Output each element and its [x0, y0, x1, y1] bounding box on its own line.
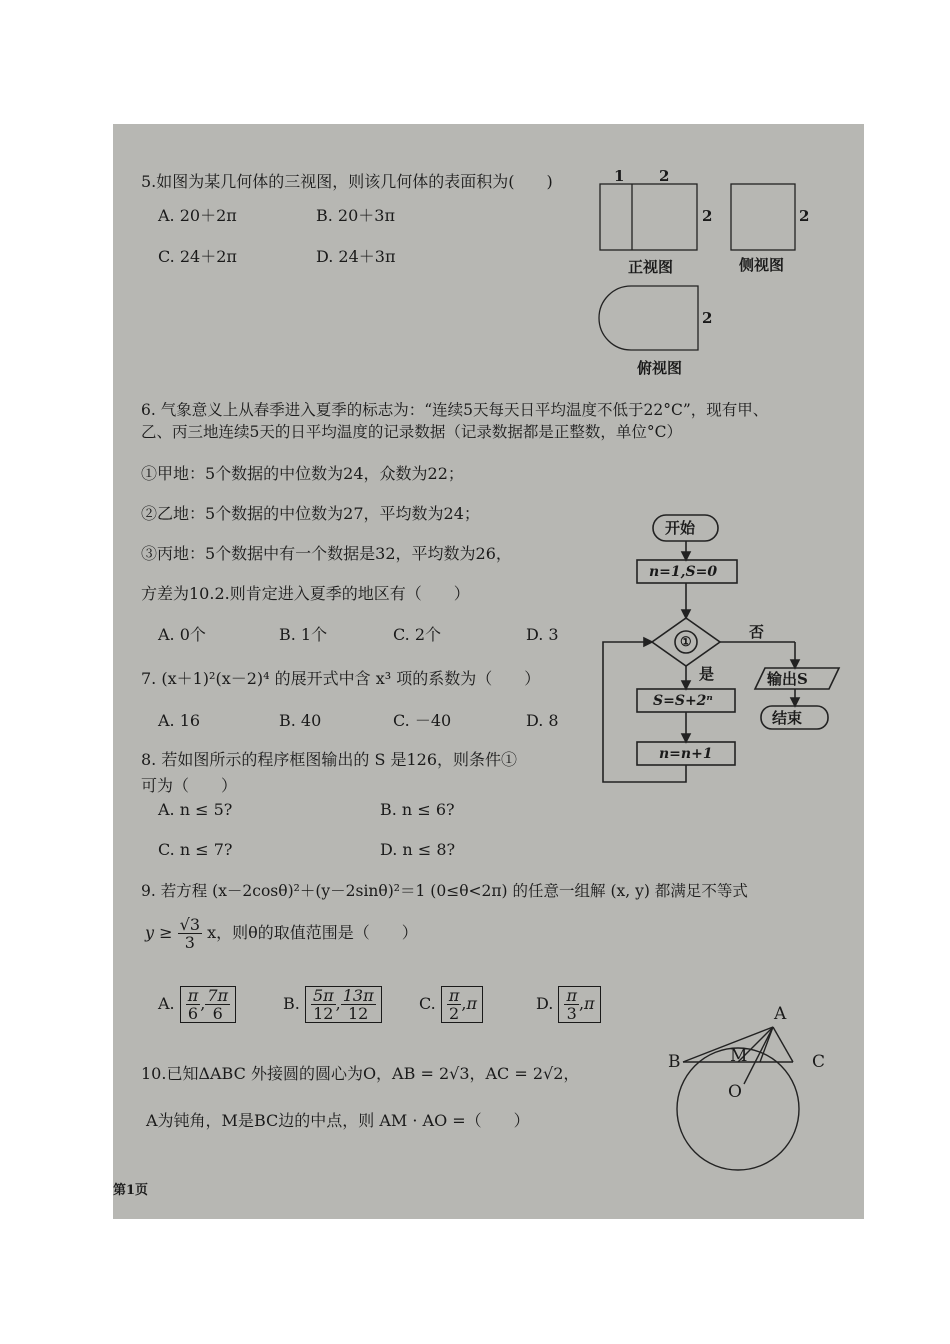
q9-b-label: B. — [283, 994, 300, 1013]
q9-ineq-right: x，则θ的取值范围是（ ） — [207, 923, 418, 942]
q5-option-d: D. 24＋3π — [316, 247, 396, 266]
q6-option-a: A. 0个 — [158, 625, 206, 644]
q6-item2: ②乙地：5个数据的中位数为27，平均数为24； — [141, 504, 480, 523]
flow-step2-label: n=n+1 — [659, 746, 713, 762]
q9-a-label: A. — [158, 994, 175, 1013]
flow-no-label: 否 — [749, 623, 765, 641]
dim-label-front-height: 2 — [702, 207, 713, 225]
q9-c-label: C. — [419, 994, 436, 1013]
front-view-rect — [600, 184, 697, 250]
q6-option-b: B. 1个 — [279, 625, 328, 644]
top-view-label: 俯视图 — [637, 359, 683, 377]
segment-ab — [683, 1027, 773, 1062]
dim-label-top-height: 2 — [702, 309, 713, 327]
q8-option-b: B. n ≤ 6? — [380, 800, 455, 819]
q6-item3: ③丙地：5个数据中有一个数据是32，平均数为26， — [141, 544, 512, 563]
flow-cond-label: ① — [680, 635, 692, 650]
page-footer: 第1页 — [113, 1183, 149, 1198]
q9-ineq-den: 3 — [184, 933, 195, 952]
q9-a-r-num: 7π — [207, 986, 229, 1005]
dim-label-1: 1 — [614, 167, 625, 185]
q9-b-r-num: 13π — [342, 986, 374, 1005]
q9-b-l-den: 12 — [313, 1004, 334, 1023]
front-view-label: 正视图 — [628, 258, 674, 276]
q9-option-c: C. $\frac{\pi}{2}$ ,π — [419, 986, 483, 1023]
q9-a-l-num: π — [187, 986, 199, 1005]
q5-option-b: B. 20＋3π — [316, 206, 395, 225]
q10-line1: 10.已知ΔABC 外接圆的圆心为O，AB = 2√3，AC = 2√2， — [141, 1064, 580, 1083]
dim-label-side-height: 2 — [799, 207, 810, 225]
q5-option-a: A. 20＋2π — [158, 206, 237, 225]
dim-label-2: 2 — [659, 167, 670, 185]
q9-c-r: π — [466, 994, 477, 1013]
q7-stem: 7. (x＋1)²(x－2)⁴ 的展开式中含 x³ 项的系数为（ ） — [141, 669, 541, 688]
q9-ineq-num: √3 — [179, 915, 200, 934]
q9-ineq-fraction — [178, 916, 202, 951]
q9-c-l-num: π — [448, 986, 460, 1005]
side-view-rect — [731, 184, 795, 250]
q9-inequality — [145, 916, 418, 951]
q9-d-r: π — [584, 994, 595, 1013]
q7-option-d: D. 8 — [526, 711, 559, 730]
q6-item1: ①甲地：5个数据的中位数为24，众数为22； — [141, 464, 464, 483]
q8-option-a: A. n ≤ 5? — [158, 800, 233, 819]
q9-line1: 9. 若方程 (x－2cosθ)²＋(y－2sinθ)²＝1 (0≤θ<2π) 的任意一组解 (x, y) 都满足不等式 — [141, 882, 748, 900]
q9-ineq-left: y ≥ — [145, 923, 173, 942]
flow-yes-label: 是 — [699, 665, 715, 683]
q6-line6: 方差为10.2.则肯定进入夏季的地区有（ ） — [141, 584, 470, 603]
q7-option-a: A. 16 — [158, 711, 201, 730]
circumcircle — [677, 1048, 799, 1170]
exam-page — [113, 124, 864, 1219]
q8-line2: 可为（ ） — [141, 776, 238, 795]
q9-c-l-den: 2 — [449, 1004, 460, 1023]
point-m-label: M — [730, 1046, 748, 1066]
side-view-label: 侧视图 — [739, 256, 785, 274]
q9-d-l-num: π — [566, 986, 577, 1005]
q9-b-r-den: 12 — [347, 1004, 369, 1023]
q8-option-d: D. n ≤ 8? — [380, 840, 456, 859]
q6-line2: 乙、丙三地连续5天的日平均温度的记录数据（记录数据都是正整数，单位°C） — [141, 423, 682, 441]
q8-option-c: C. n ≤ 7? — [158, 840, 233, 859]
flow-step1-label: S=S+2ⁿ — [653, 693, 713, 709]
q6-option-d: D. 3 — [526, 625, 559, 644]
q9-d-l-den: 3 — [566, 1004, 577, 1023]
point-o-label: O — [728, 1082, 742, 1102]
q10-line2: A为钝角，M是BC边的中点，则 AM · AO =（ ） — [146, 1111, 530, 1130]
point-c-label: C — [812, 1052, 826, 1072]
q9-option-b: B. $\frac{5\pi}{12}$ , $\frac{13\pi}{12}$ — [283, 986, 382, 1023]
q9-a-l-den: 6 — [187, 1004, 199, 1023]
q9-option-d: D. $\frac{\pi}{3}$ ,π — [536, 986, 601, 1023]
flow-init-label: n=1,S=0 — [649, 564, 718, 580]
q7-option-c: C. －40 — [393, 711, 452, 730]
flow-end-label: 结束 — [772, 709, 803, 727]
point-a-label: A — [774, 1004, 787, 1024]
q6-line1: 6. 气象意义上从春季进入夏季的标志为：“连续5天每天日平均温度不低于22°C”，现有甲、 — [141, 401, 769, 419]
q9-a-r-den: 6 — [212, 1004, 223, 1023]
q9-d-label: D. — [536, 994, 554, 1013]
q6-option-c: C. 2个 — [393, 625, 442, 644]
flow-output-label: 输出S — [767, 670, 808, 688]
q9-b-l-num: 5π — [312, 986, 334, 1005]
top-view-shape — [599, 286, 698, 350]
q8-line1: 8. 若如图所示的程序框图输出的 S 是126，则条件① — [141, 750, 518, 769]
q9-option-a: A. $\frac{\pi}{6}$ , $\frac{7\pi}{6}$ — [158, 986, 236, 1023]
flow-start-label: 开始 — [665, 519, 696, 537]
point-b-label: B — [668, 1052, 681, 1072]
segment-ac — [773, 1027, 793, 1062]
q7-option-b: B. 40 — [279, 711, 322, 730]
q5-stem: 5.如图为某几何体的三视图，则该几何体的表面积为( ) — [141, 172, 553, 191]
q5-option-c: C. 24＋2π — [158, 247, 237, 266]
